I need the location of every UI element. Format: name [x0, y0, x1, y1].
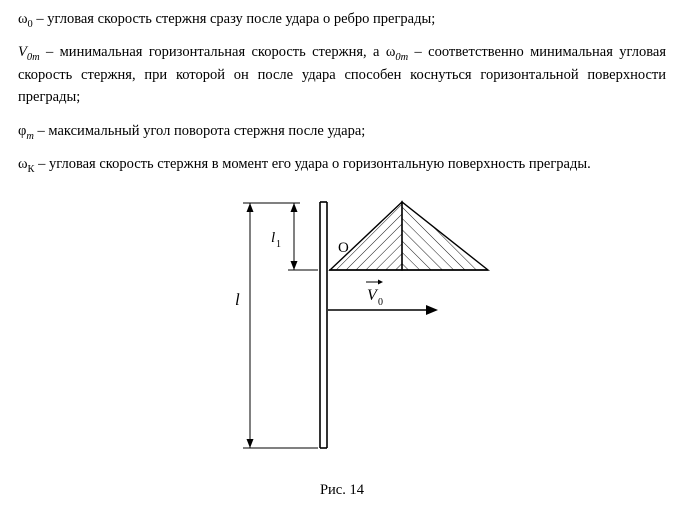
symbol-omega-2: ω [385, 44, 396, 61]
symbol-omega-subscript: 0 [27, 18, 33, 30]
paragraph-omega0 [18, 8, 666, 30]
paragraph-v0m-text-1: – минимальная горизонтальная скорость стержня, а [39, 44, 386, 61]
label-length-partial-sub: 1 [276, 239, 281, 250]
paragraph-omega0-text: – угловая скорость стержня сразу после удара о ребро преграды; [32, 11, 436, 27]
paragraph-v0m-text-2: – соответственно минимальная угловая скорость стержня, при которой он после удара способен коснуться горизонтальной поверхности преграды; [18, 44, 666, 106]
paragraph-v0m [18, 41, 666, 108]
symbol-omega-k-subscript: К [27, 164, 35, 176]
label-point-o: O [338, 240, 349, 256]
text-block [18, 8, 666, 176]
paragraph-phim-text: – максимальный угол поворота стержня после удара; [33, 122, 366, 139]
label-velocity-sub: 0 [378, 297, 383, 308]
figure-caption: Рис. 14 [319, 482, 364, 498]
dimension-line-partial [288, 203, 318, 270]
wedge-obstacle [329, 202, 488, 270]
paragraph-omegak-text: – угловая скорость стержня в момент его удара о горизонтальную поверхность преграды. [34, 156, 591, 173]
vector-accent-icon [366, 280, 383, 285]
symbol-phi-subscript: m [26, 130, 34, 142]
paragraph-omegak [18, 153, 666, 175]
rod-shape [320, 202, 327, 448]
symbol-v-subscript: 0m [26, 52, 40, 64]
velocity-arrow [328, 305, 438, 315]
label-length-total: l [235, 290, 240, 309]
symbol-v: V [18, 44, 27, 61]
symbol-phi: φ [18, 122, 27, 139]
paragraph-phim [18, 120, 666, 142]
label-velocity: V [367, 287, 377, 304]
symbol-omega-2-subscript: 0m [395, 52, 409, 64]
symbol-omega: ω [18, 11, 28, 27]
label-length-partial: l [271, 230, 276, 246]
symbol-omega-k: ω [18, 156, 28, 173]
figure-diagram [0, 190, 684, 480]
